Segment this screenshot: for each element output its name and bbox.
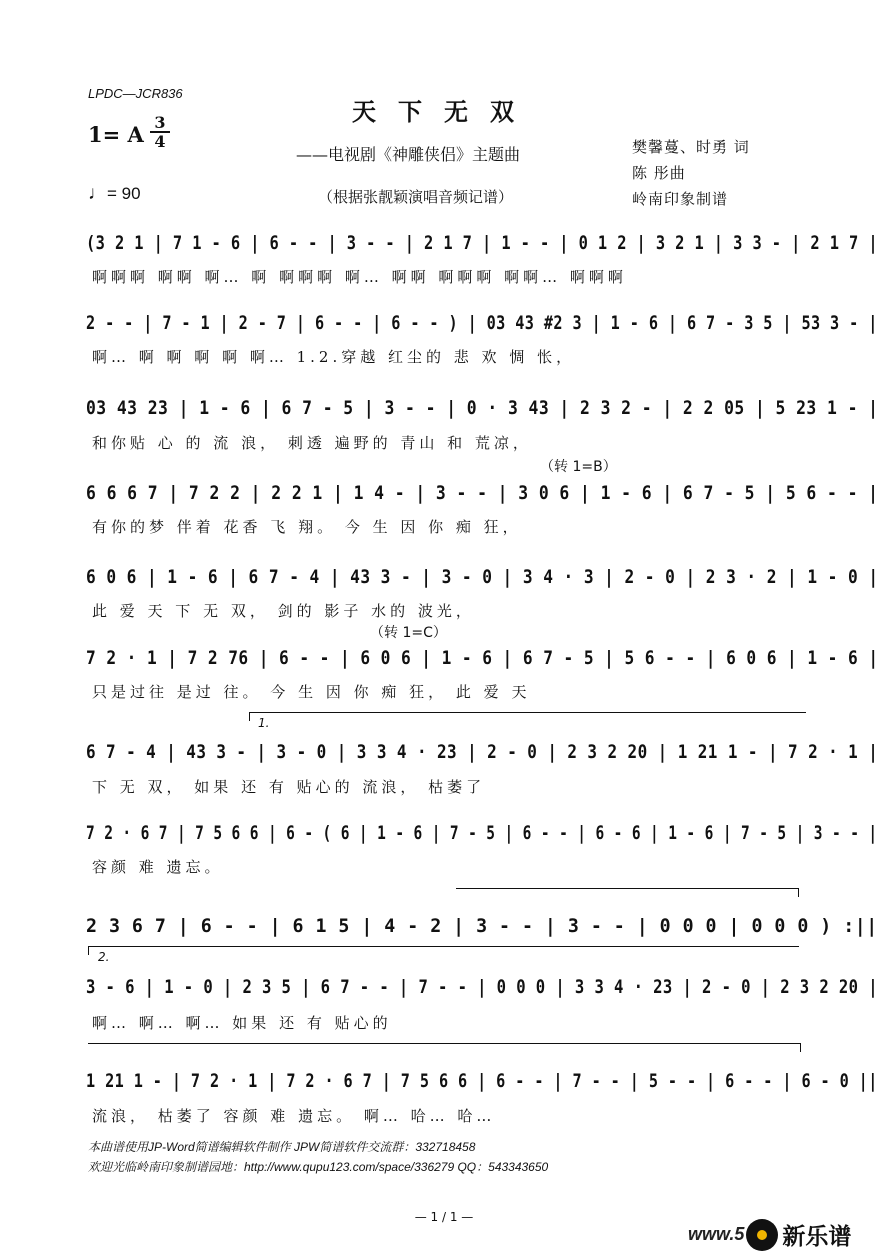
lyric-line-2: 啊… 啊 啊 啊 啊 啊… 1.2.穿越 红尘的 悲 欢 惆 怅， bbox=[92, 348, 576, 366]
score-line-1: (3 2 1 | 7 1 - 6 | 6 - - | 3 - - | 2 1 7 | 1 - - | 0 1 2 | 3 2 1 | 3 3 - | 2 1 7 | bbox=[86, 232, 879, 254]
repeat-bracket bbox=[456, 888, 799, 897]
score-line-5: 6 0 6 | 1 - 6 | 6 7 - 4 | 43 3 - | 3 - 0 | 3 4 · 3 | 2 - 0 | 2 3 · 2 | 1 - 0 | bbox=[86, 566, 879, 588]
time-signature bbox=[150, 114, 170, 150]
subtitle: ——电视剧《神雕侠侣》主题曲 bbox=[296, 145, 521, 164]
time-signature-top: 3 bbox=[154, 113, 166, 132]
time-signature-bottom: 4 bbox=[150, 131, 170, 150]
source-note: （根据张靓颖演唱音频记谱） bbox=[318, 188, 514, 206]
first-ending-bracket bbox=[249, 712, 806, 721]
score-line-10: 3 - 6 | 1 - 0 | 2 3 5 | 6 7 - - | 7 - - | 0 0 0 | 3 3 4 · 23 | 2 - 0 | 2 3 2 20 | bbox=[86, 976, 879, 998]
tempo-marking bbox=[88, 183, 141, 205]
modulation-b: （转 1=B） bbox=[540, 459, 617, 475]
lyric-line-4: 有你的梦 伴着 花香 飞 翔。 今 生 因 你 痴 狂， bbox=[92, 518, 522, 536]
lyric-line-10: 啊… 啊… 啊… 如果 还 有 贴心的 bbox=[92, 1014, 392, 1032]
credit-lyricist: 樊馨蔓、时勇 词 bbox=[632, 138, 750, 156]
score-code: LPDC—JCR836 bbox=[88, 86, 183, 101]
footer-software-note: 本曲谱使用JP-Word简谱编辑软件制作 JPW简谱软件交流群：332718458 bbox=[88, 1140, 476, 1154]
second-ending-bracket bbox=[88, 946, 799, 955]
score-line-4: 6 6 6 7 | 7 2 2 | 2 2 1 | 1 4 - | 3 - - | 3 0 6 | 1 - 6 | 6 7 - 5 | 5 6 - - | bbox=[86, 482, 879, 504]
score-line-6: 7 2 · 1 | 7 2 76 | 6 - - | 6 0 6 | 1 - 6 | 6 7 - 5 | 5 6 - - | 6 0 6 | 1 - 6 | bbox=[86, 647, 879, 669]
credit-composer: 陈 彤曲 bbox=[632, 164, 686, 182]
score-line-3: 03 43 23 | 1 - 6 | 6 7 - 5 | 3 - - | 0 · 3 43 | 2 3 2 - | 2 2 05 | 5 23 1 - | bbox=[86, 397, 879, 419]
quarter-note-icon: ♩ bbox=[88, 183, 107, 204]
lyric-line-11: 流浪， 枯萎了 容颜 难 遗忘。 啊… 哈… 哈… bbox=[92, 1107, 496, 1125]
lyric-line-5: 此 爱 天 下 无 双， 剑的 影子 水的 波光， bbox=[92, 602, 475, 620]
lyric-line-6: 只是过往 是过 往。 今 生 因 你 痴 狂， 此 爱 天 bbox=[92, 683, 531, 701]
score-line-8: 7 2 · 6 7 | 7 5 6 6 | 6 - ( 6 | 1 - 6 | 7 - 5 | 6 - - | 6 - 6 | 1 - 6 | 7 - 5 | 3 - - | bbox=[86, 822, 878, 844]
score-line-2: 2 - - | 7 - 1 | 2 - 7 | 6 - - | 6 - - ) | 03 43 #2 3 | 1 - 6 | 6 7 - 3 5 | 53 3 - | bbox=[86, 312, 878, 334]
page-title: 天下无双 bbox=[352, 97, 536, 126]
credit-arranger: 岭南印象制谱 bbox=[632, 190, 729, 208]
modulation-c: （转 1=C） bbox=[370, 625, 447, 641]
first-ending-label: 1. bbox=[258, 716, 270, 730]
lyric-line-1: 啊啊啊 啊啊 啊… 啊 啊啊啊 啊… 啊啊 啊啊啊 啊啊… 啊啊啊 bbox=[92, 268, 627, 286]
lyric-line-3: 和你贴 心 的 流 浪， 刺透 遍野的 青山 和 荒凉， bbox=[92, 434, 532, 452]
tempo-value: = 90 bbox=[107, 184, 141, 203]
footer-website-note: 欢迎光临岭南印象制谱园地：http://www.qupu123.com/space/336279 QQ：543343650 bbox=[88, 1160, 549, 1174]
score-line-9: 2 3 6 7 | 6 - - | 6 1 5 | 4 - 2 | 3 - - | 3 - - | 0 0 0 | 0 0 0 ) :|| bbox=[86, 915, 878, 937]
second-ending-label: 2. bbox=[98, 950, 110, 964]
record-icon bbox=[746, 1219, 778, 1251]
final-bracket bbox=[88, 1043, 801, 1052]
lyric-line-7: 下 无 双， 如果 还 有 贴心的 流浪， 枯萎了 bbox=[92, 778, 486, 796]
score-line-7: 6 7 - 4 | 43 3 - | 3 - 0 | 3 3 4 · 23 | 2 - 0 | 2 3 2 20 | 1 21 1 - | 7 2 · 1 | bbox=[86, 741, 879, 763]
key-signature: 1= A bbox=[88, 122, 144, 147]
score-line-11: 1 21 1 - | 7 2 · 1 | 7 2 · 6 7 | 7 5 6 6 | 6 - - | 7 - - | 5 - - | 6 - - | 6 - 0 || bbox=[86, 1070, 878, 1092]
lyric-line-8: 容颜 难 遗忘。 bbox=[92, 858, 224, 876]
page-number: — 1 / 1 — bbox=[414, 1210, 474, 1224]
watermark bbox=[688, 1218, 851, 1251]
watermark-url: www.5 bbox=[688, 1224, 745, 1244]
watermark-brand: 新乐谱 bbox=[782, 1224, 852, 1250]
